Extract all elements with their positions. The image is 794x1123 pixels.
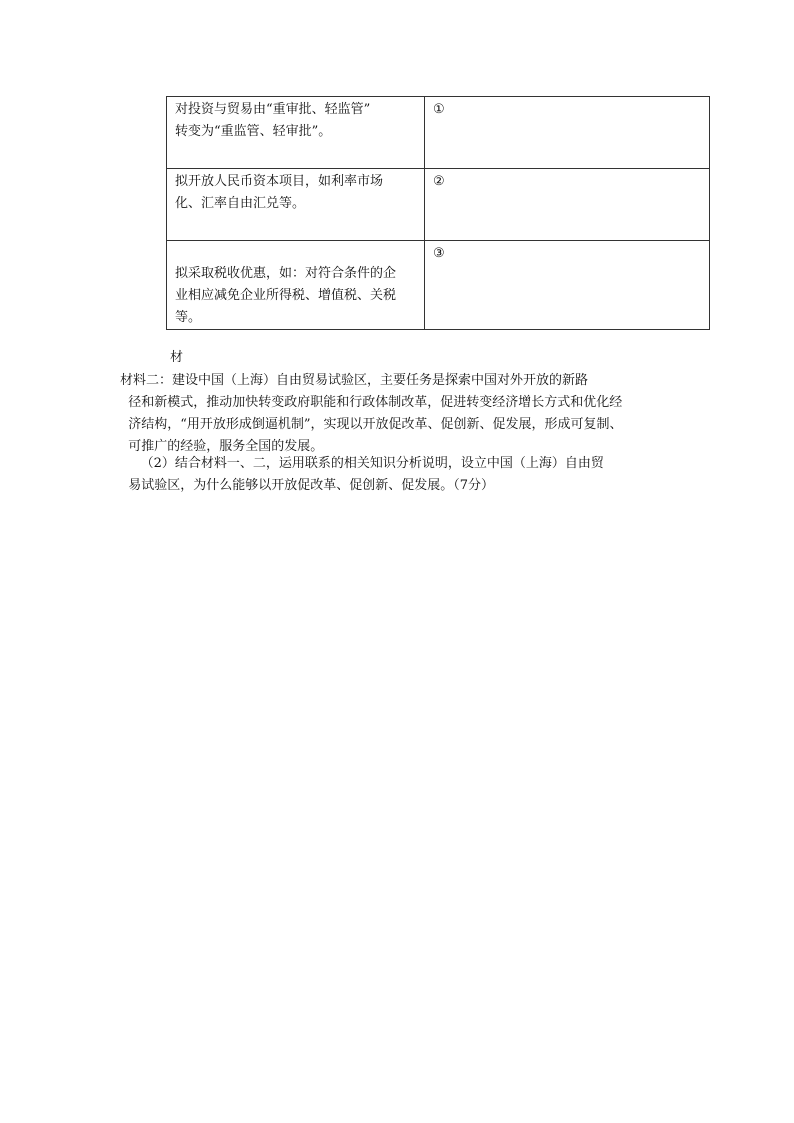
material-line: 可推广的经验，服务全国的发展。 [120, 439, 324, 454]
material-line: 材料二：建设中国（上海）自由贸易试验区，主要任务是探索中国对外开放的新路 [120, 373, 589, 388]
table-row [167, 241, 710, 330]
measure-text: 拟开放人民币资本项目，如利率市场 化、汇率自由汇兑等。 [175, 174, 384, 211]
material-line: 径和新模式，推动加快转变政府职能和行政体制改革，促进转变经济增长方式和优化经 [120, 395, 623, 410]
answer-marker: ③ [433, 246, 445, 261]
question-paragraph [120, 453, 680, 497]
measure-text: 拟采取税收优惠，如：对符合条件的企 业相应减免企业所得税、增值税、关税 等。 [175, 266, 397, 325]
policy-table [166, 96, 710, 330]
material-line: 济结构，“用开放形成倒逼机制”，实现以开放促改革、促创新、促发展，形成可复制、 [120, 417, 623, 432]
answer-cell [425, 241, 710, 330]
answer-marker: ① [433, 102, 445, 117]
table-row [167, 169, 710, 241]
question-line: 易试验区，为什么能够以开放促改革、促创新、促发展。（7分） [120, 478, 495, 493]
table-row [167, 97, 710, 169]
answer-cell [425, 169, 710, 241]
stray-character: 材 [170, 350, 184, 365]
material-two-paragraph [120, 370, 680, 458]
measure-cell [167, 241, 425, 330]
question-line: （2）结合材料一、二，运用联系的相关知识分析说明，设立中国（上海）自由贸 [120, 456, 604, 471]
answer-cell [425, 97, 710, 169]
measure-cell [167, 169, 425, 241]
measure-cell [167, 97, 425, 169]
answer-marker: ② [433, 174, 445, 189]
measure-text: 对投资与贸易由“重审批、轻监管” 转变为“重监管、轻审批”。 [175, 102, 371, 139]
